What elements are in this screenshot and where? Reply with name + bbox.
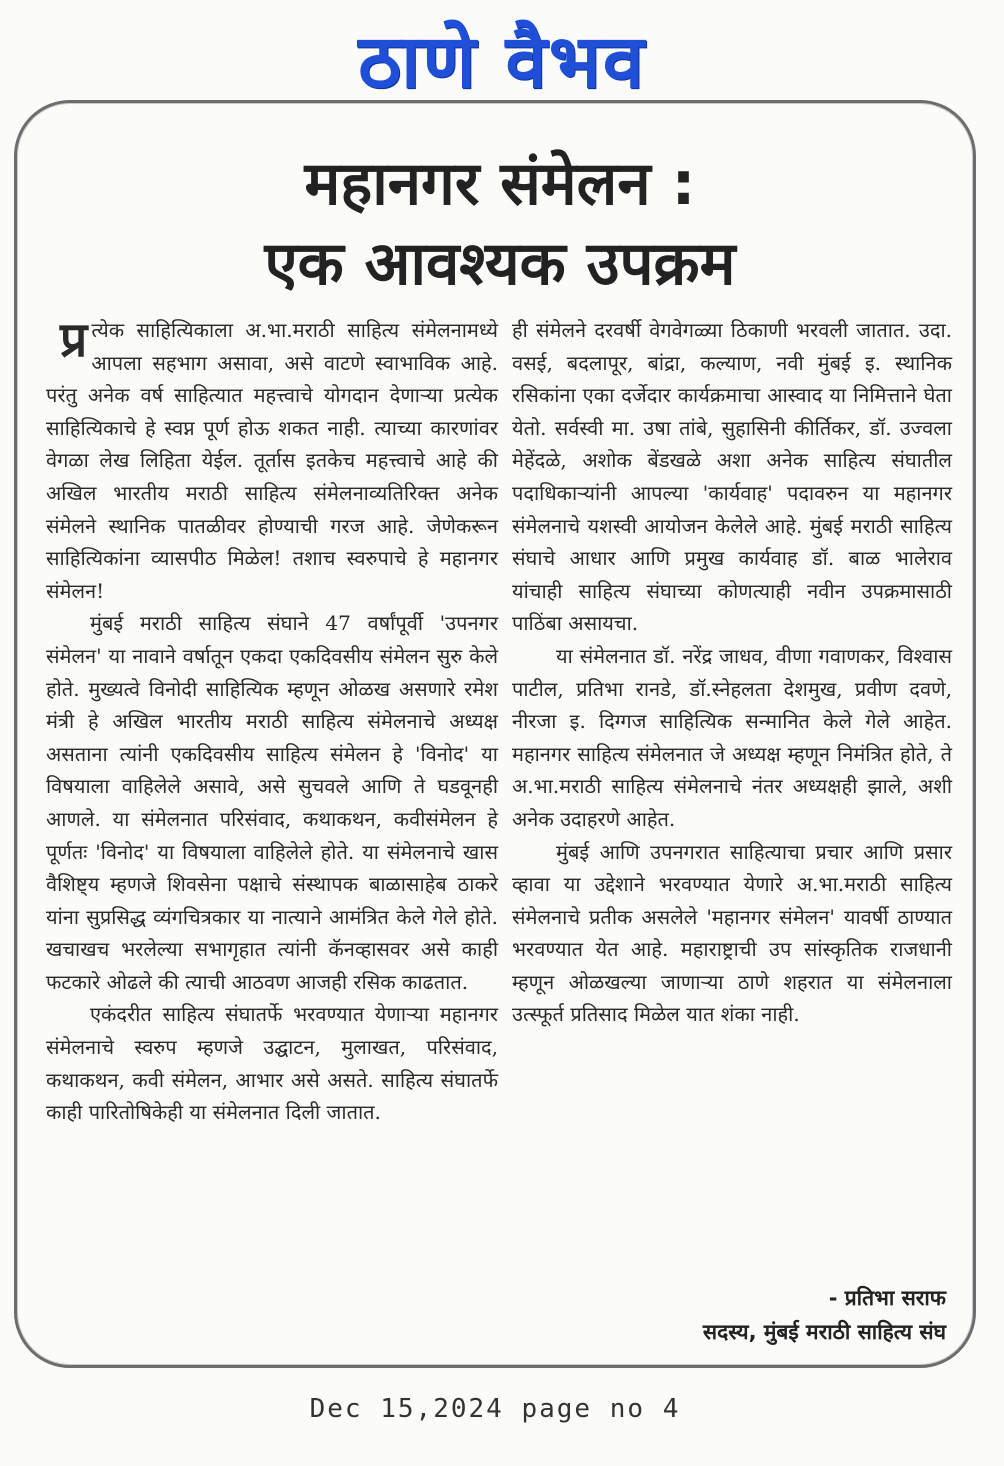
paragraph-4: ही संमेलने दरवर्षी वेगवेगळ्या ठिकाणी भरवली जातात. उदा. वसई, बदलापूर, बांद्रा, कल्याण, नवी मुंबई इ. स्थानिक रसिकांना एका दर्जेदार कार्यक्रमाचा आस्वाद या निमित्ताने घेता येतो. सर्वस्वी मा. उषा तांबे, सुहासिनी कीर्तिकर, डॉ. उज्वला मेहेंदळे, अशोक बेंडखळे अशा अनेक साहित्य संघातील पदाधिकाऱ्यांनी आपल्या 'कार्यवाह' पदावरुन या महानगर संमेलनाचे यशस्वी आयोजन केलेले आहे. मुंबई मराठी साहित्य संघाचे आधार आणि प्रमुख कार्यवाह डॉ. बाळ भालेराव यांचाही साहित्य संघाच्या कोणत्याही नवीन उपक्रमासाठी पाठिंबा असायचा.: [512, 318, 952, 636]
paragraph-2: मुंबई मराठी साहित्य संघाने 47 वर्षांपूर्वी 'उपनगर संमेलन' या नावाने वर्षातून एकदा एकदिवसीय संमेलन सुरु केले होते. मुख्यत्वे विनोदी साहित्यिक म्हणून ओळख असणारे रमेश मंत्री हे अखिल भारतीय मराठी साहित्य संमेलनाचे अध्यक्ष असताना त्यांनी एकदिवसीय साहित्य संमेलन हे 'विनोद' या विषयाला वाहिलेले असावे, असे सुचवले आणि ते घडवूनही आणले. या संमेलनात परिसंवाद, कथाकथन, कवीसंमेलन हे पूर्णतः 'विनोद' या विषयाला वाहिलेले होते. या संमेलनाचे खास वैशिष्ट्य म्हणजे शिवसेना पक्षाचे संस्थापक बाळासाहेब ठाकरे यांना सुप्रसिद्ध व्यंगचित्रकार या नात्याने आमंत्रित केले गेले होते. खचाखच भरलेल्या सभागृहात त्यांनी कॅनव्हासवर असे काही फटकारे ओढले की त्याची आठवण आजही रसिक काढतात.: [46, 611, 498, 994]
publication-dateline: Dec 15,2024 page no 4: [309, 1394, 681, 1424]
newspaper-masthead: ठाणे वैभव: [358, 19, 646, 105]
drop-cap: प्र: [60, 312, 88, 368]
paragraph-1-text: त्येक साहित्यिकाला अ.भा.मराठी साहित्य संमेलनामध्ये आपला सहभाग असावा, असे वाटणे स्वाभाविक आहे. परंतु अनेक वर्ष साहित्यात महत्त्वाचे योगदान देणाऱ्या प्रत्येक साहित्यिकाचे हे स्वप्न पूर्ण होऊ शकत नाही. त्याच्या कारणांवर वेगळा लेख लिहिता येईल. तूर्तास इतकेच महत्त्वाचे आहे की अखिल भारतीय मराठी साहित्य संमेलनाव्यतिरिक्त अनेक संमेलने स्थानिक पातळीवर होण्याची गरज आहे. जेणेकरून साहित्यिकांना व्यासपीठ मिळेल! तशाच स्वरुपाचे हे महानगर संमेलन!: [46, 318, 498, 603]
article-headline-line2: एक आवश्यक उपक्रम: [264, 229, 736, 299]
paragraph-1: [46, 314, 498, 607]
article-left-column: [46, 314, 498, 1129]
paragraph-6: मुंबई आणि उपनगरात साहित्याचा प्रचार आणि प्रसार व्हावा या उद्देशाने भरवण्यात येणारे अ.भा.मराठी साहित्य संमेलनाचे प्रतीक असलेले 'महानगर संमेलन' यावर्षी ठाण्यात भरवण्यात येत आहे. महाराष्ट्राची उप सांस्कृतिक राजधानी म्हणून ओळखल्या जाणाऱ्या ठाणे शहरात या संमेलनाला उत्स्फूर्त प्रतिसाद मिळेल यात शंका नाही.: [512, 839, 952, 1027]
author-affiliation: सदस्य, मुंबई मराठी साहित्य संघ: [702, 1320, 946, 1344]
article-right-column: [512, 314, 952, 1031]
paragraph-3: एकंदरीत साहित्य संघातर्फे भरवण्यात येणाऱ्या महानगर संमेलनाचे स्वरुप म्हणजे उद्घाटन, मुलाखत, परिसंवाद, कथाकथन, कवी संमेलन, आभार असे असते. साहित्य संघातर्फे काही पारितोषिकेही या संमेलनात दिली जातात.: [46, 1002, 498, 1125]
paragraph-5: या संमेलनात डॉ. नरेंद्र जाधव, वीणा गवाणकर, विश्वास पाटील, प्रतिभा रानडे, डॉ.स्नेहलता देशमुख, प्रवीण दवणे, नीरजा इ. दिग्गज साहित्यिक सन्मानित केले गेले आहेत. महानगर साहित्य संमेलनात जे अध्यक्ष म्हणून निमंत्रित होते, ते अ.भा.मराठी साहित्य संमेलनाचे नंतर अध्यक्षही झाले, अशी अनेक उदाहरणे आहेत.: [512, 643, 952, 831]
author-name: - प्रतिभा सराफ: [828, 1286, 946, 1310]
article-headline-line1: महानगर संमेलन :: [304, 149, 696, 219]
